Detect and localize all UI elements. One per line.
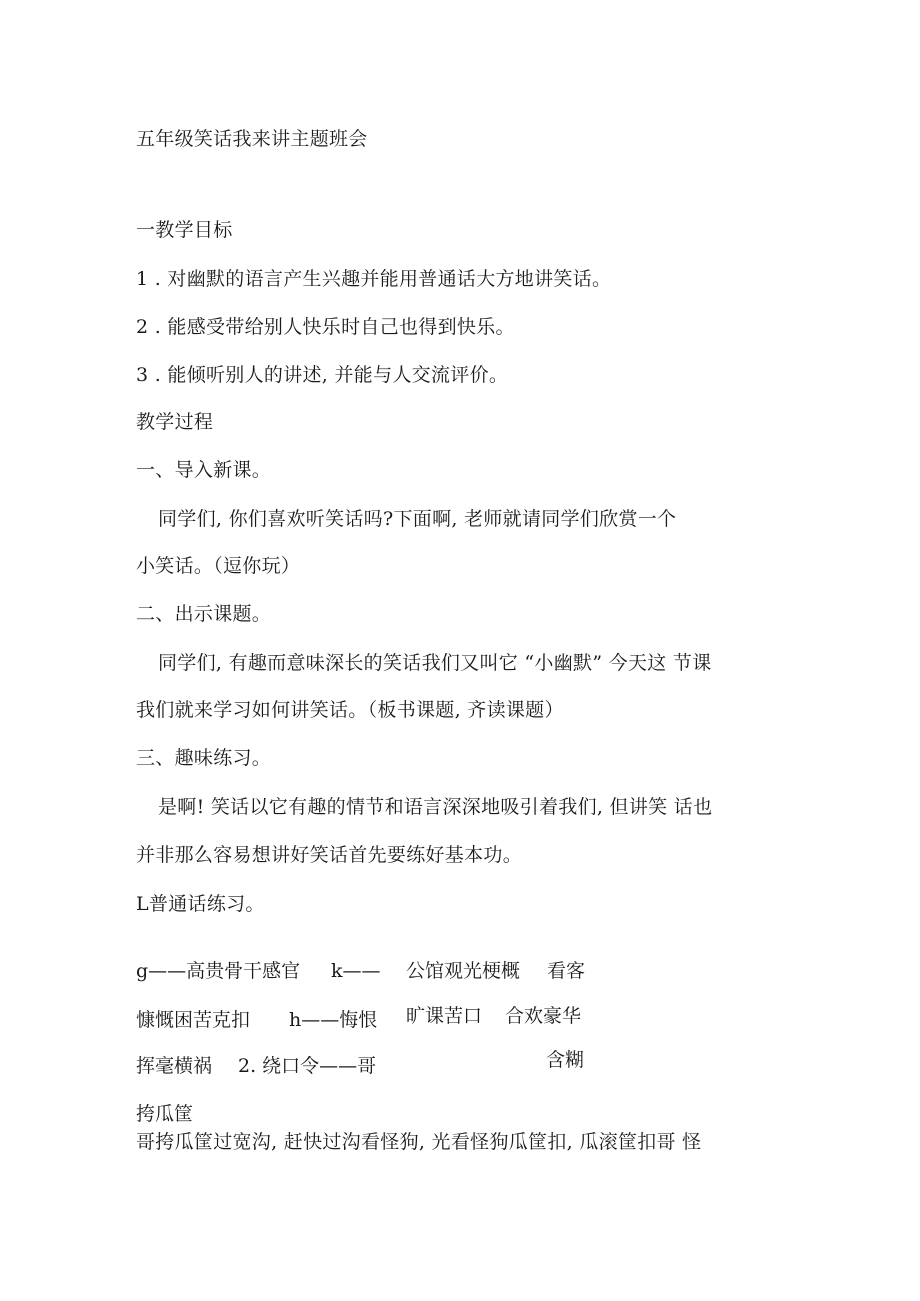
drill-row-2-col-3: 旷课苦口 (406, 1005, 483, 1027)
drill-row-1-col-2: k—— (331, 960, 381, 982)
section-1-paragraph-line-2: 小笑话。（逗你玩） (136, 555, 301, 577)
drill-row-2-col-2: h——悔恨 (289, 1009, 378, 1031)
section-3-heading: 三、趣味练习。 (136, 747, 272, 769)
section-2-paragraph-line-2: 我们就来学习如何讲笑话。（板书课题, 齐读课题） (136, 699, 564, 721)
drill-row-3-col-1: 挥毫横祸 (136, 1055, 213, 1077)
practice-1-heading: L普通话练习。 (136, 893, 265, 915)
drill-cutoff-text (136, 1100, 194, 1125)
section-2-paragraph-line-1: 同学们, 有趣而意味深长的笑话我们又叫它 “小幽默” 今天这 节课 (158, 652, 712, 674)
drill-row-3-col-4: 含糊 (546, 1049, 585, 1071)
drill-row-2-col-1: 慷慨困苦克扣 (136, 1009, 251, 1031)
drill-row-1-col-3: 公馆观光梗概 (406, 960, 521, 982)
goal-item-2: 2 . 能感受带给别人快乐时自己也得到快乐。 (136, 316, 515, 338)
process-heading: 教学过程 (136, 411, 214, 433)
drill-cutoff-label: 挎瓜筐 (136, 1103, 194, 1125)
document-title: 五年级笑话我来讲主题班会 (136, 128, 368, 150)
goal-item-3: 3 . 能倾听别人的讲述, 并能与人交流评价。 (136, 364, 509, 386)
section-1-heading: 一、导入新课。 (136, 459, 272, 481)
section-2-heading: 二、出示课题。 (136, 603, 272, 625)
drill-row-3-col-2: 2. 绕口令——哥 (238, 1055, 377, 1077)
section-3-paragraph-line-2: 并非那么容易想讲好笑话首先要练好基本功。 (136, 844, 523, 866)
section-1-paragraph-line-1: 同学们, 你们喜欢听笑话吗?下面啊, 老师就请同学们欣赏一个 (158, 508, 677, 530)
drill-row-1-col-4: 看客 (547, 960, 586, 982)
drill-row-2-col-4: 合欢豪华 (505, 1005, 582, 1027)
goals-heading: 一教学目标 (136, 219, 233, 241)
section-3-paragraph-line-1: 是啊! 笑话以它有趣的情节和语言深深地吸引着我们, 但讲笑 话也 (158, 796, 713, 818)
drill-row-1-col-1: g——高贵骨干感官 (136, 960, 301, 982)
goal-item-1: 1 . 对幽默的语言产生兴趣并能用普通话大方地讲笑话。 (136, 268, 612, 290)
tongue-twister-line: 哥挎瓜筐过宽沟, 赶快过沟看怪狗, 光看怪狗瓜筐扣, 瓜滚筐扣哥 怪 (136, 1131, 702, 1153)
